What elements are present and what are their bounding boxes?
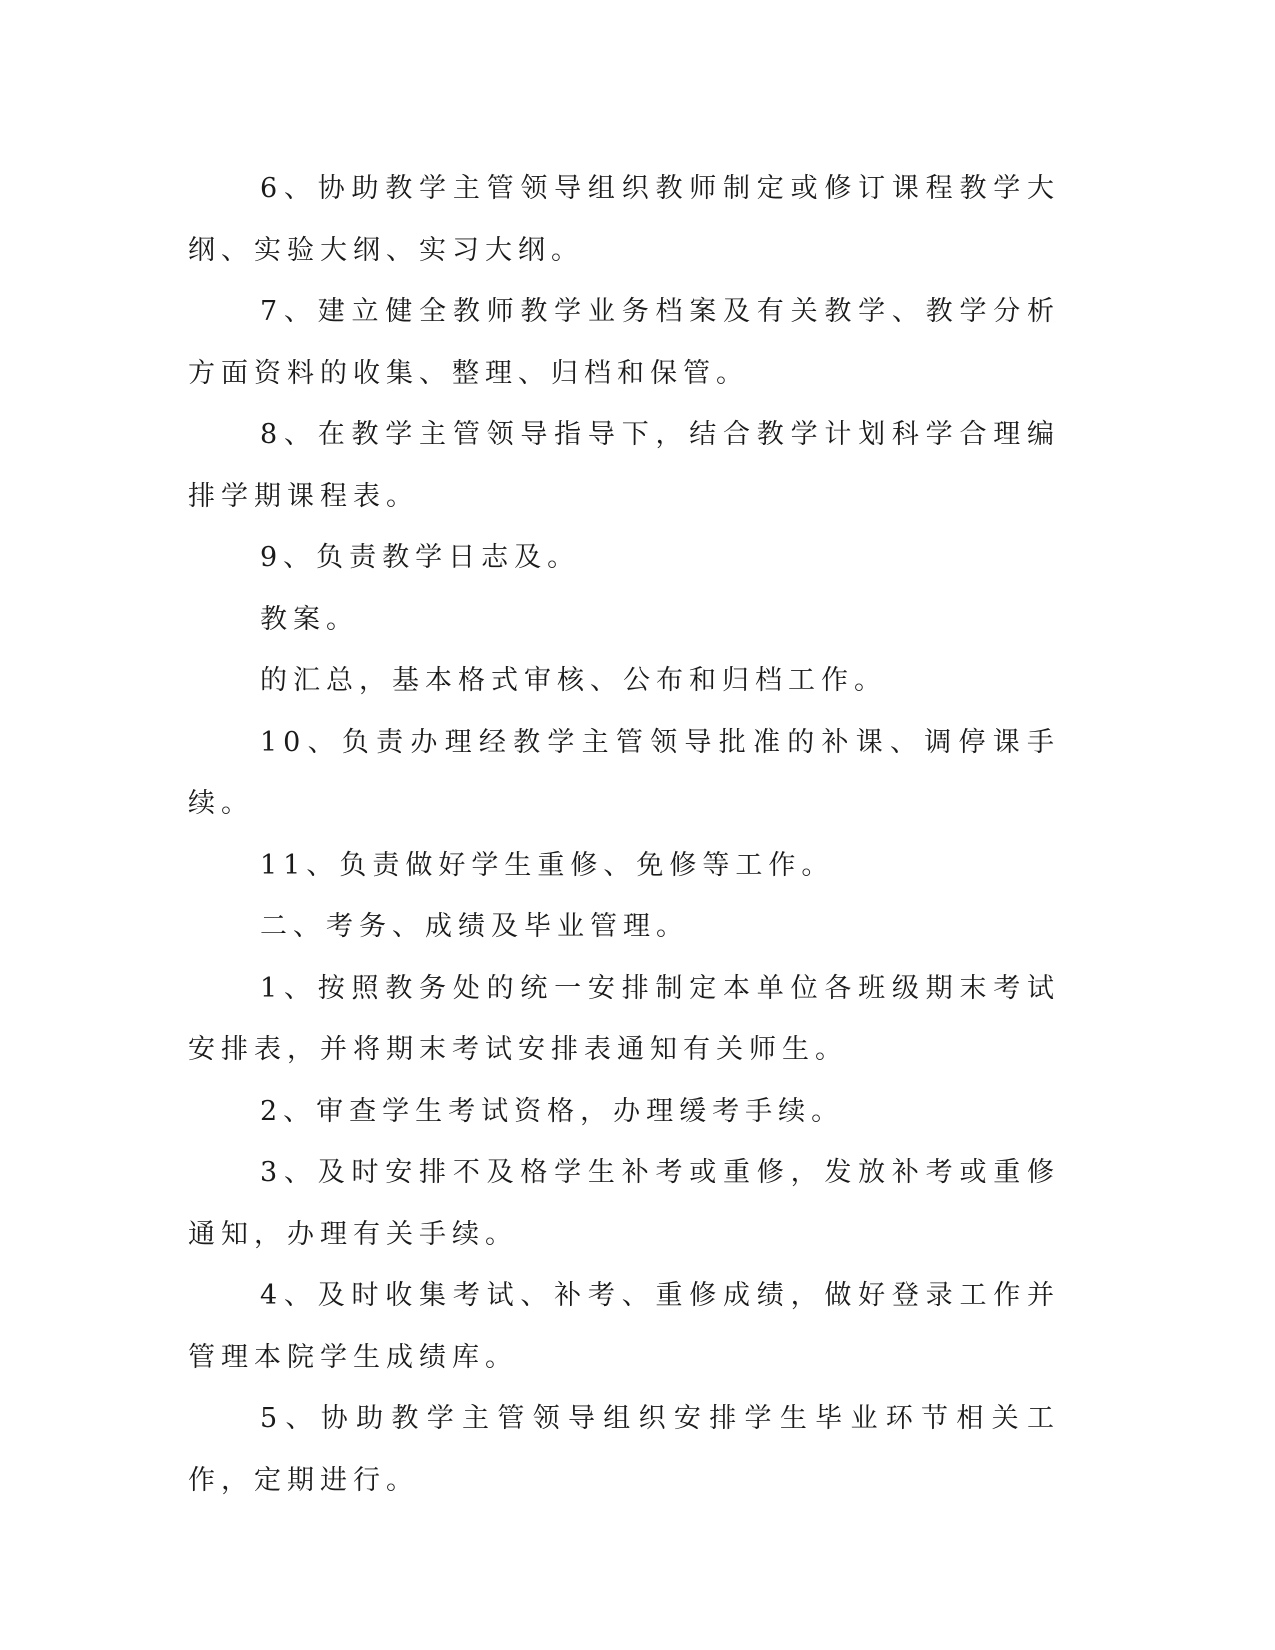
paragraph-item-6-syllabus: 6、协助教学主管领导组织教师制定或修订课程教学大纲、实验大纲、实习大纲。 (188, 173, 1060, 266)
paragraph-item-4-grade-records: 4、及时收集考试、补考、重修成绩，做好登录工作并管理本院学生成绩库。 (188, 1280, 1060, 1373)
paragraph-item-11-retake-exemption: 11、负责做好学生重修、免修等工作。 (260, 849, 835, 881)
paragraph-item-2-exam-eligibility: 2、审查学生考试资格，办理缓考手续。 (260, 1095, 845, 1127)
paragraph-item-9-teaching-log: 9、负责教学日志及。 (260, 542, 581, 573)
paragraph-lesson-plan: 教案。 (260, 603, 359, 635)
paragraph-item-8-timetable: 8、在教学主管领导指导下，结合教学计划科学合理编排学期课程表。 (188, 419, 1060, 512)
document-body (188, 158, 1060, 1511)
paragraph-item-3-makeup-exams: 3、及时安排不及格学生补考或重修，发放补考或重修通知，办理有关手续。 (188, 1157, 1060, 1250)
paragraph-item-5-graduation: 5、协助教学主管领导组织安排学生毕业环节相关工作，定期进行。 (188, 1403, 1060, 1496)
paragraph-summary-review: 的汇总，基本格式审核、公布和归档工作。 (260, 665, 887, 696)
paragraph-item-10-makeup-classes: 10、负责办理经教学主管领导批准的补课、调停课手续。 (188, 726, 1060, 819)
paragraph-item-7-archives: 7、建立健全教师教学业务档案及有关教学、教学分析方面资料的收集、整理、归档和保管。 (188, 296, 1060, 389)
paragraph-item-1-exam-schedule: 1、按照教务处的统一安排制定本单位各班级期末考试安排表，并将期末考试安排表通知有关师生。 (188, 972, 1060, 1065)
section-heading-exams-grades-graduation: 二、考务、成绩及毕业管理。 (260, 911, 689, 942)
